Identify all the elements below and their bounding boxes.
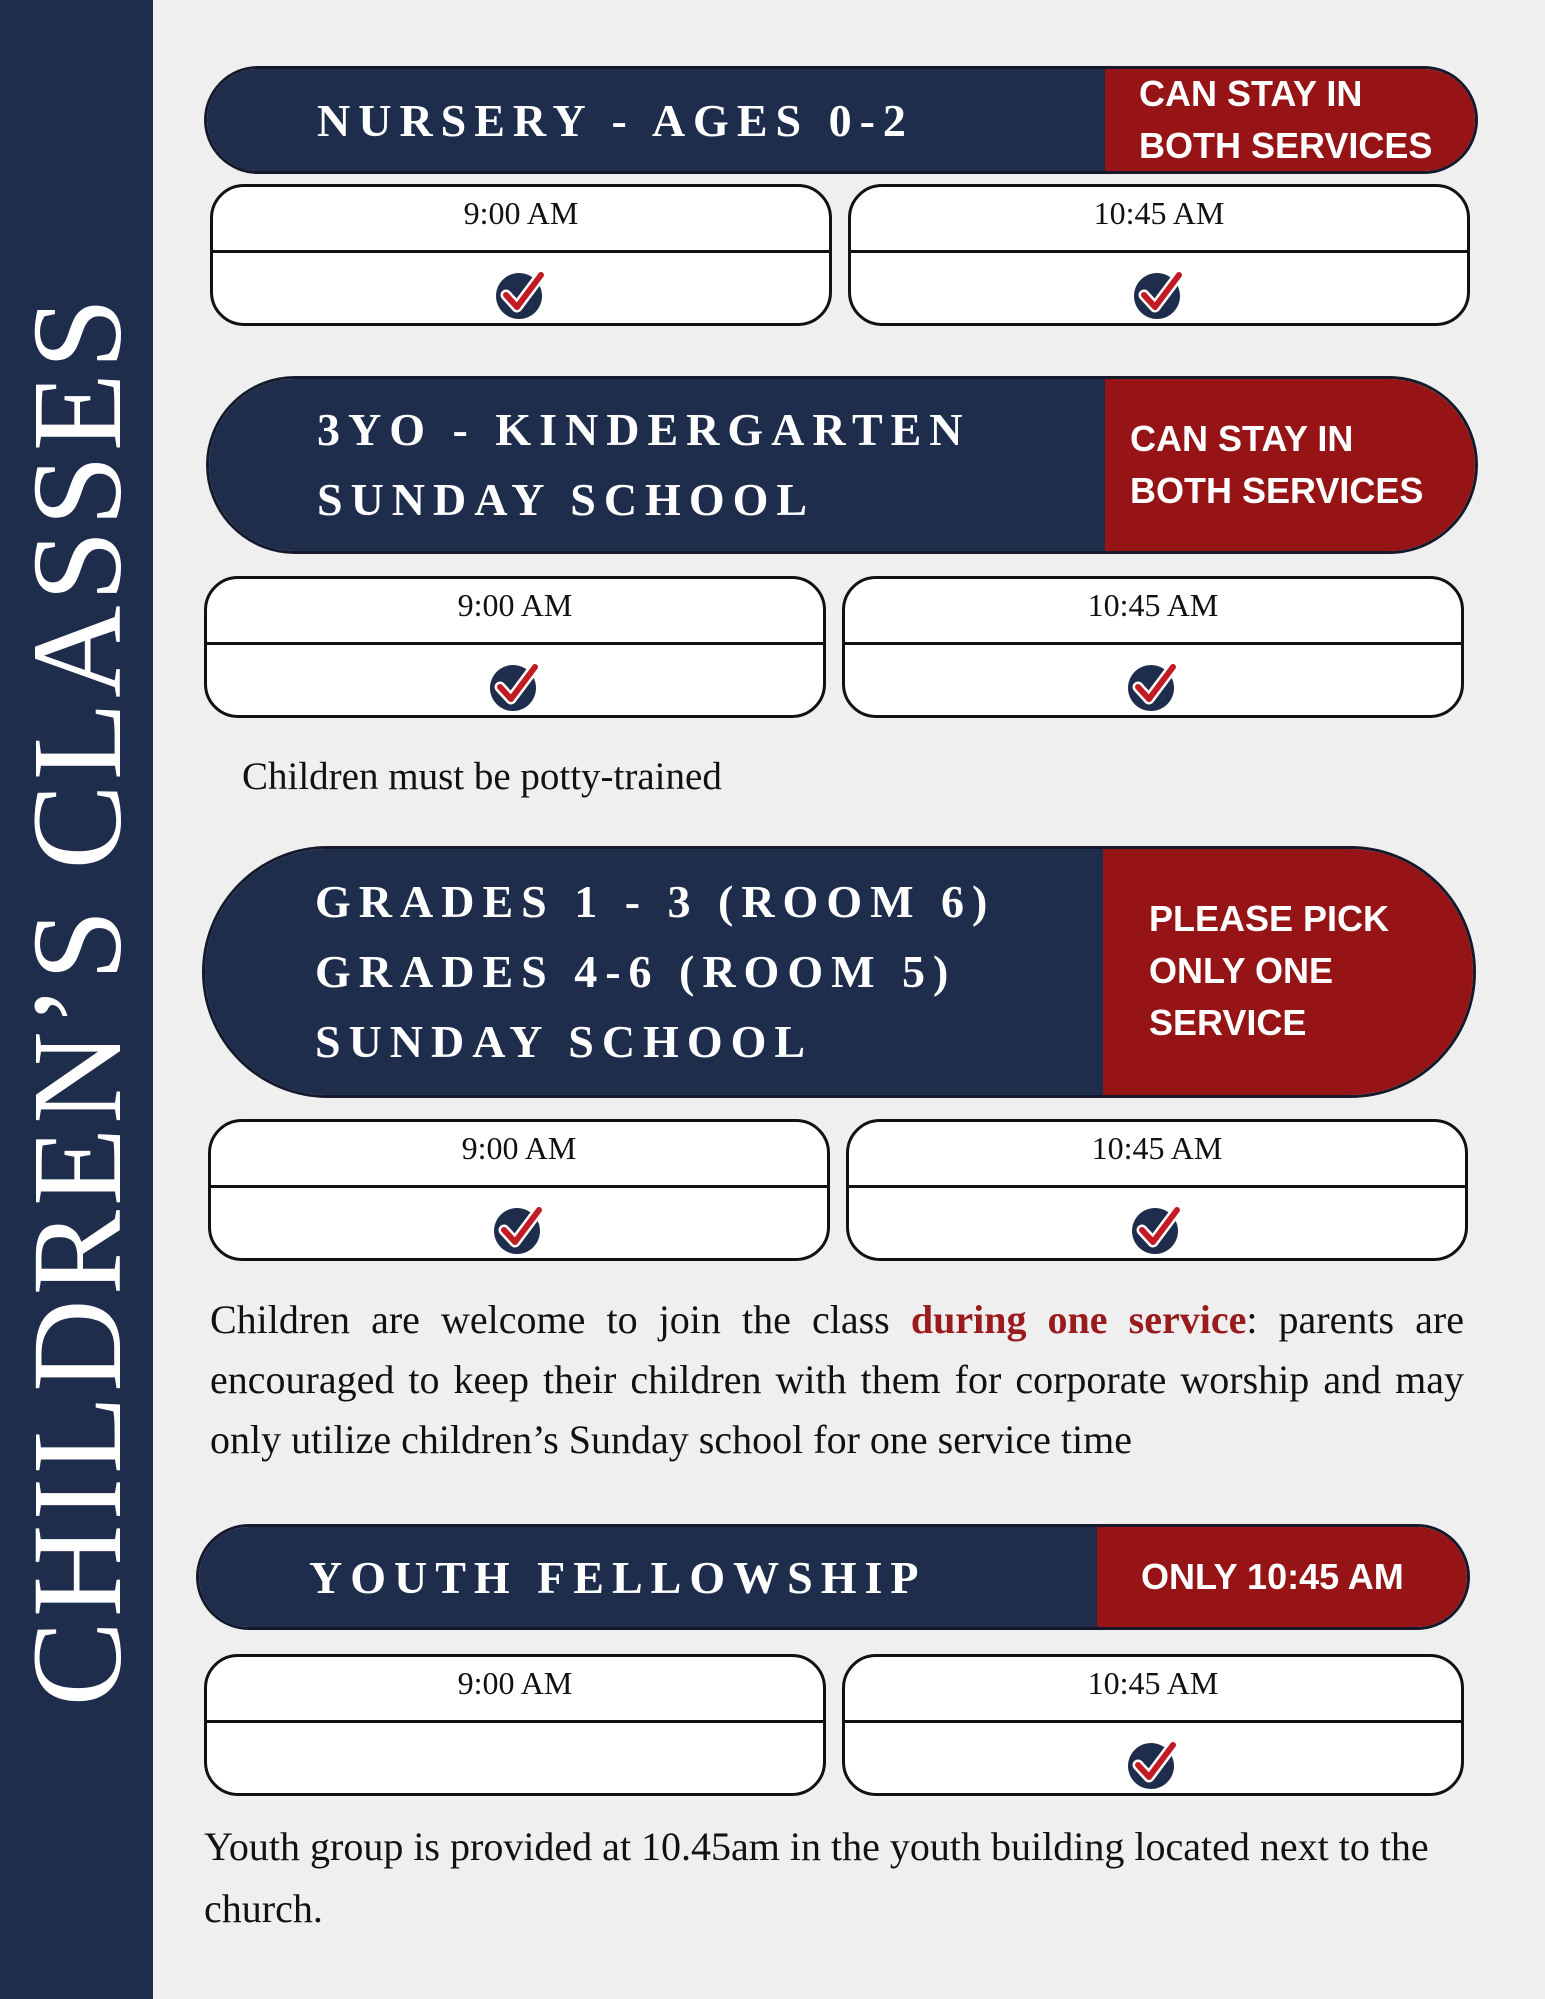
divider [207,1720,823,1723]
slot-nursery-1045[interactable] [848,184,1470,326]
check-circle-icon [1132,267,1186,321]
divider [213,250,829,253]
slot-nursery-900[interactable] [210,184,832,326]
slot-time: 9:00 AM [457,587,573,623]
badge-line: BOTH SERVICES [1130,470,1424,511]
slot-time: 10:45 AM [1093,195,1225,231]
banner-title: YOUTH FELLOWSHIP [309,1551,927,1603]
potty-trained-note: Children must be potty-trained [242,755,722,798]
divider [845,1720,1461,1723]
check-circle-icon [1126,1737,1180,1791]
badge-line: SERVICE [1149,1002,1307,1043]
highlight-text: during one service [910,1297,1247,1342]
youth-note: Youth group is provided at 10.45am in the youth building located next to the church. [204,1824,1429,1931]
check-circle-icon [494,267,548,321]
divider [851,250,1467,253]
badge-line: ONLY 10:45 AM [1141,1556,1404,1597]
kindergarten-banner [206,376,1478,554]
slot-grades-1045[interactable] [846,1119,1468,1261]
banner-title: SUNDAY SCHOOL [317,474,816,525]
slot-time: 10:45 AM [1087,587,1219,623]
slot-youth-1045[interactable] [842,1654,1464,1796]
badge-line: PLEASE PICK [1149,898,1390,939]
nursery-banner [204,66,1478,174]
grades-banner [202,846,1476,1098]
slot-youth-900[interactable] [204,1654,826,1796]
banner-title: SUNDAY SCHOOL [315,1016,814,1067]
banner-title: 3YO - KINDERGARTEN [317,404,971,455]
banner-title: GRADES 1 - 3 (ROOM 6) [315,876,996,927]
banner-title: GRADES 4-6 (ROOM 5) [315,946,957,997]
divider [211,1185,827,1188]
slot-kindergarten-1045[interactable] [842,576,1464,718]
page-title: CHILDREN’S CLASSES [6,293,148,1707]
sidebar [0,0,153,1999]
badge-line: BOTH SERVICES [1139,125,1433,166]
slot-time: 9:00 AM [457,1665,573,1701]
one-service-paragraph: Children are welcome to join the class during one service: parents are encouraged to keep their children with them for corporate worship and may only utilize children’s Sunday school for one service time [210,1297,1464,1462]
check-circle-icon [492,1202,546,1256]
check-circle-icon [488,659,542,713]
slot-time: 9:00 AM [463,195,579,231]
badge-line: ONLY ONE [1149,950,1334,991]
divider [207,642,823,645]
slot-time: 10:45 AM [1087,1665,1219,1701]
divider [845,642,1461,645]
slot-grades-900[interactable] [208,1119,830,1261]
badge-line: CAN STAY IN [1130,418,1354,459]
banner-title: NURSERY - AGES 0-2 [317,94,914,146]
youth-banner [196,1524,1470,1630]
slot-time: 10:45 AM [1091,1130,1223,1166]
check-circle-icon [1130,1202,1184,1256]
badge-line: CAN STAY IN [1139,73,1363,114]
divider [849,1185,1465,1188]
check-circle-icon [1126,659,1180,713]
slot-time: 9:00 AM [461,1130,577,1166]
slot-kindergarten-900[interactable] [204,576,826,718]
